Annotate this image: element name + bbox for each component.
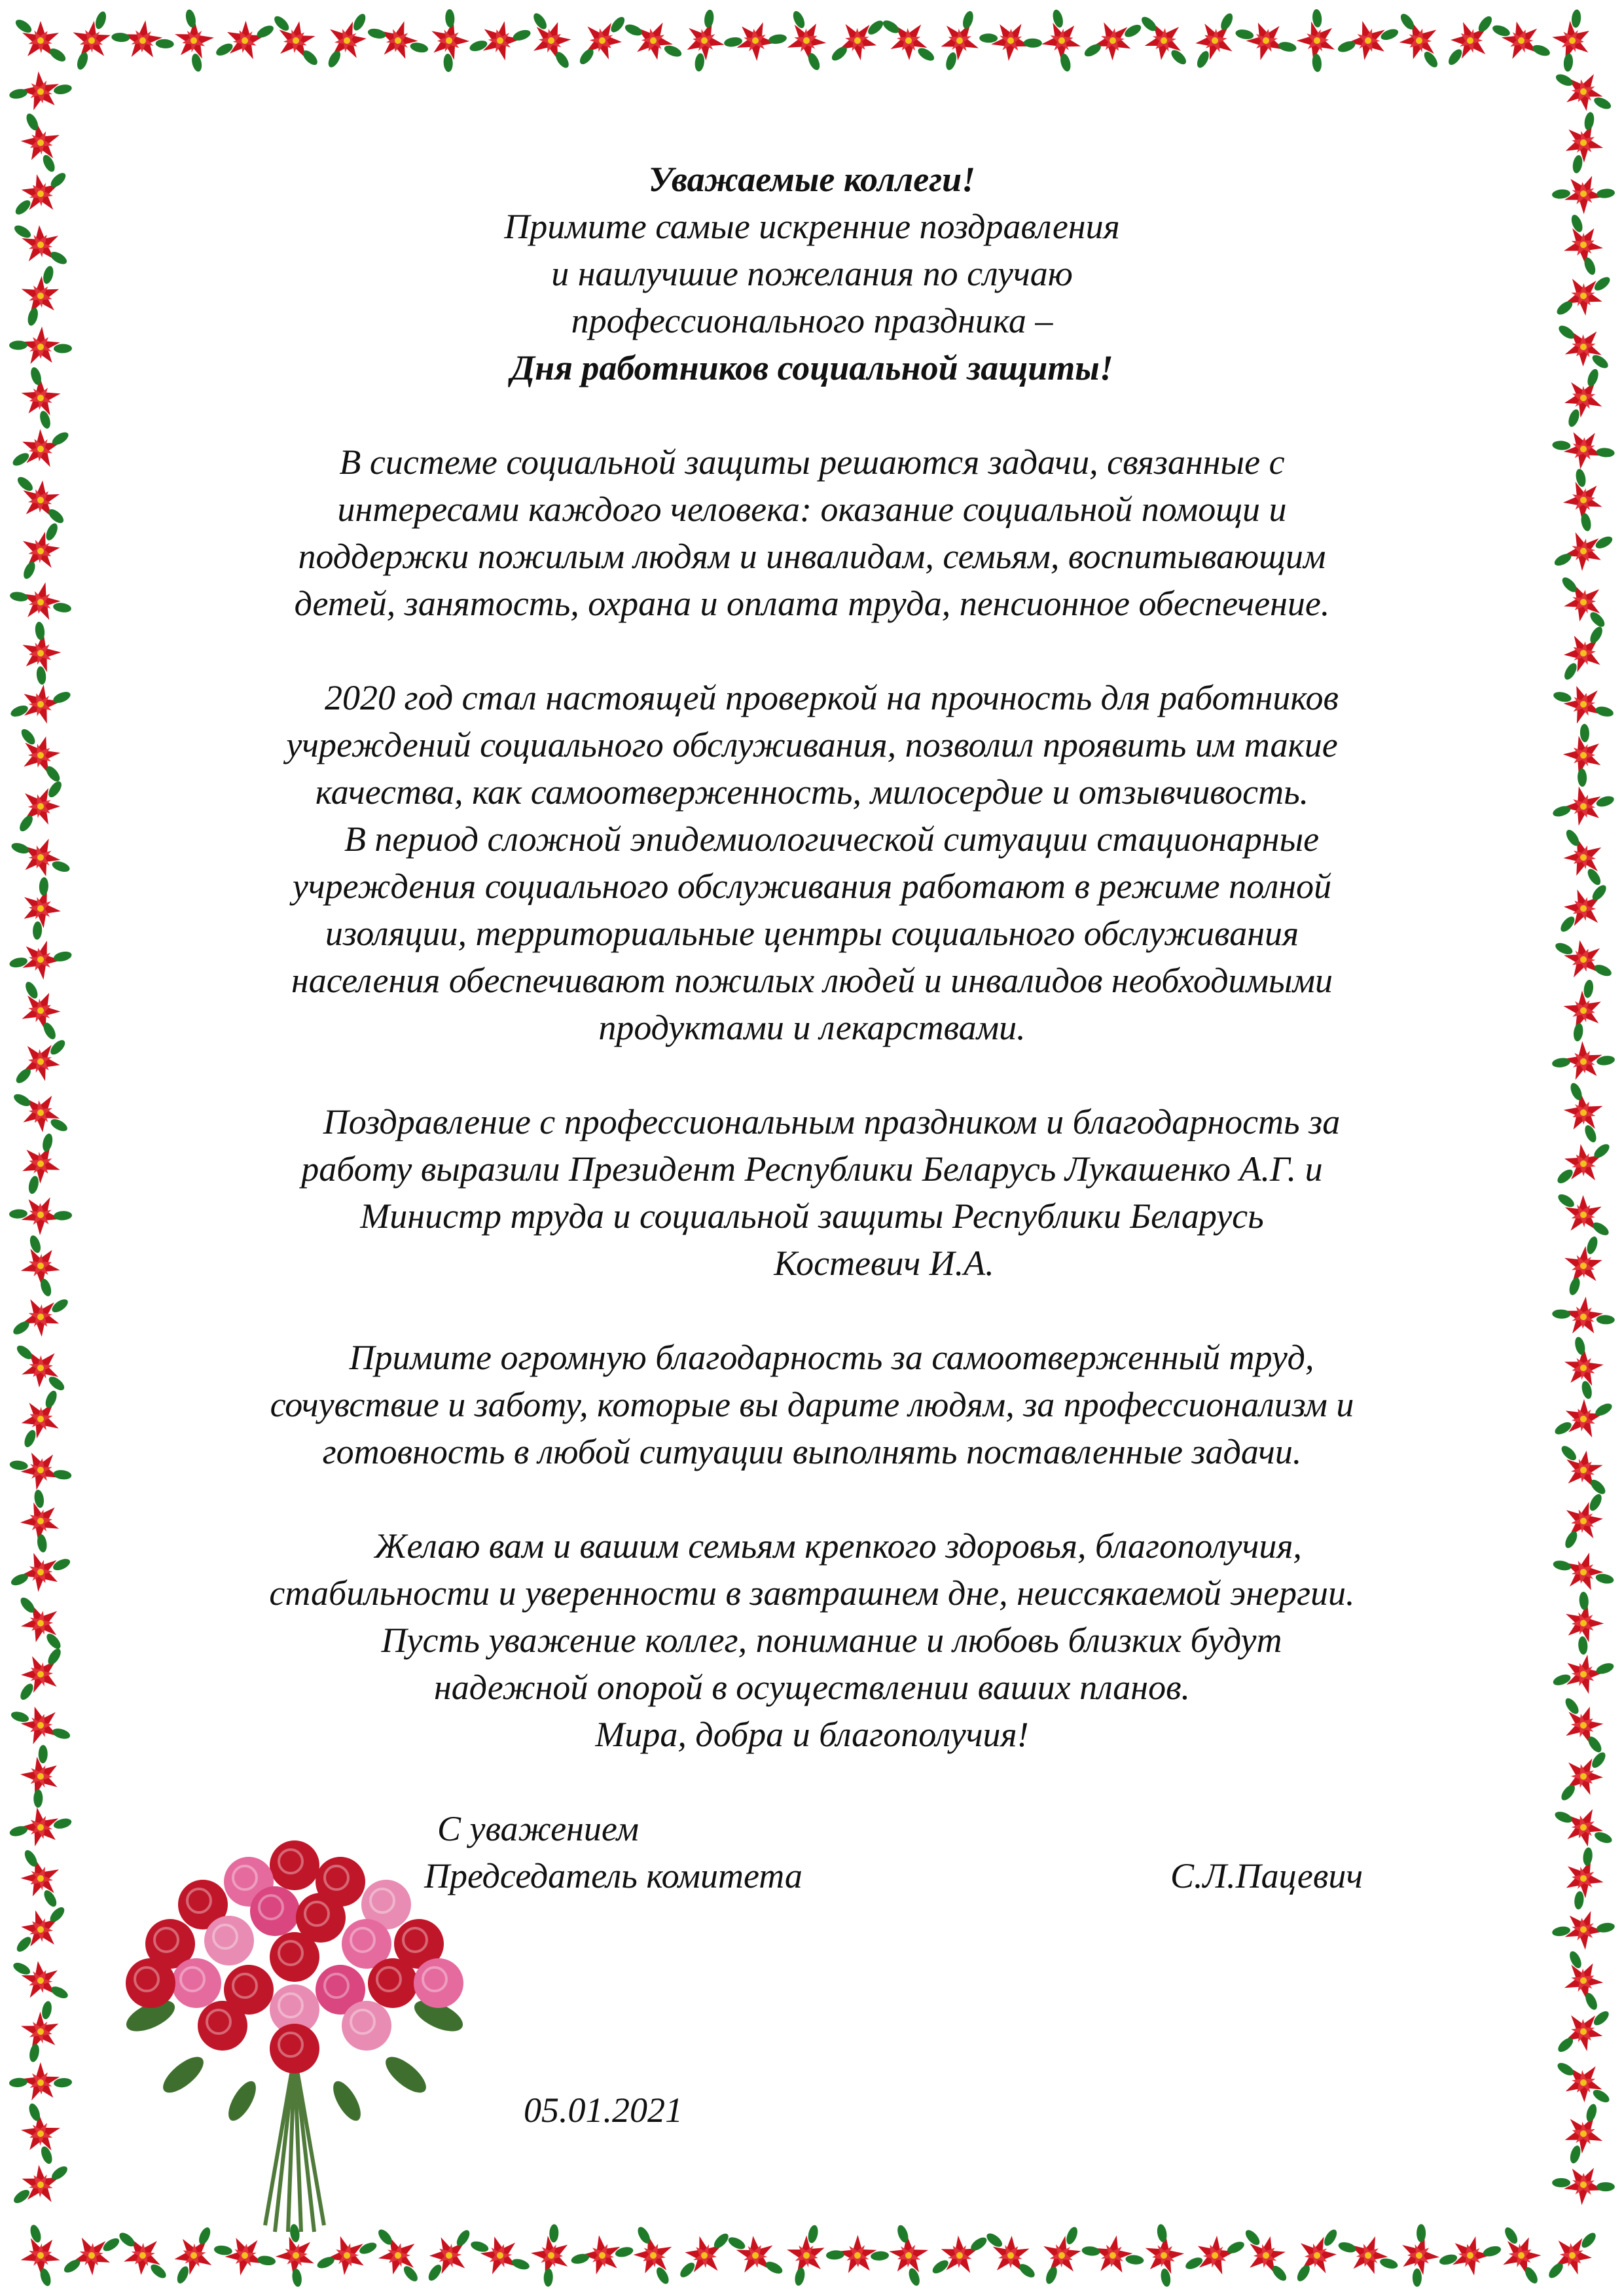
document-date: 05.01.2021 [524,2090,683,2130]
paragraph-line: детей, занятость, охрана и оплата труда, пенсионное обеспечение. [294,584,1330,623]
paragraph-line: учреждений социального обслуживания, позволил проявить им такие [286,725,1338,764]
holiday-title: Дня работников социальной защиты! [511,348,1113,387]
signature-name: С.Л.Пацевич [1170,1856,1363,1895]
paragraph-line: населения обеспечивают пожилых людей и инвалидов необходимыми [291,961,1333,1000]
paragraph-line: работу выразили Президент Республики Беларусь Лукашенко А.Г. и [301,1149,1323,1189]
paragraph-line: поддержки пожилым людям и инвалидам, семьям, воспитывающим [298,537,1326,576]
paragraph-line: стабильности и уверенности в завтрашнем дне, неиссякаемой энергии. [269,1573,1355,1613]
greeting-line: Примите самые искренние поздравления [504,207,1120,246]
paragraph-line: сочувствие и заботу, которые вы дарите людям, за профессионализм и [270,1385,1354,1424]
signature-closing: С уважением [437,1809,639,1848]
greeting-line: и наилучшие пожелания по случаю [551,254,1073,293]
paragraph-line: готовность в любой ситуации выполнять поставленные задачи. [322,1432,1302,1471]
paragraph-line: Примите огромную благодарность за самоотверженный труд, [349,1338,1314,1377]
paragraph-line: Министр труда и социальной защиты Республики Беларусь [360,1196,1264,1236]
paragraph-line: интересами каждого человека: оказание социальной помощи и [337,490,1287,529]
salutation: Уважаемые коллеги! [648,160,976,199]
paragraph-line: продуктами и лекарствами. [598,1008,1026,1047]
paragraph-line: Желаю вам и вашим семьям крепкого здоровья, благополучия, [374,1526,1302,1566]
paragraph-line: качества, как самоотверженность, милосердие и отзывчивость. [315,772,1309,812]
paragraph-line: В системе социальной защиты решаются задачи, связанные с [339,442,1285,482]
paragraph-line: Поздравление с профессиональным праздником и благодарность за [323,1102,1341,1141]
signature-position: Председатель комитета [424,1856,803,1895]
paragraph-line: Мира, добра и благополучия! [595,1715,1029,1754]
paragraph-line: Костевич И.А. [774,1244,994,1283]
paragraph-line: Пусть уважение коллег, понимание и любовь близких будут [381,1621,1282,1660]
paragraph-line: В период сложной эпидемиологической ситуации стационарные [344,819,1320,859]
paragraph-line: учреждения социального обслуживания работают в режиме полной [292,867,1332,906]
paragraph-line: 2020 год стал настоящей проверкой на прочность для работников [325,678,1339,717]
paragraph-line: изоляции, территориальные центры социального обслуживания [325,914,1299,953]
rose-bouquet-icon [111,1820,478,2238]
greeting-line: профессионального праздника – [571,301,1053,340]
paragraph-line: надежной опорой в осуществлении ваших планов. [433,1668,1191,1707]
